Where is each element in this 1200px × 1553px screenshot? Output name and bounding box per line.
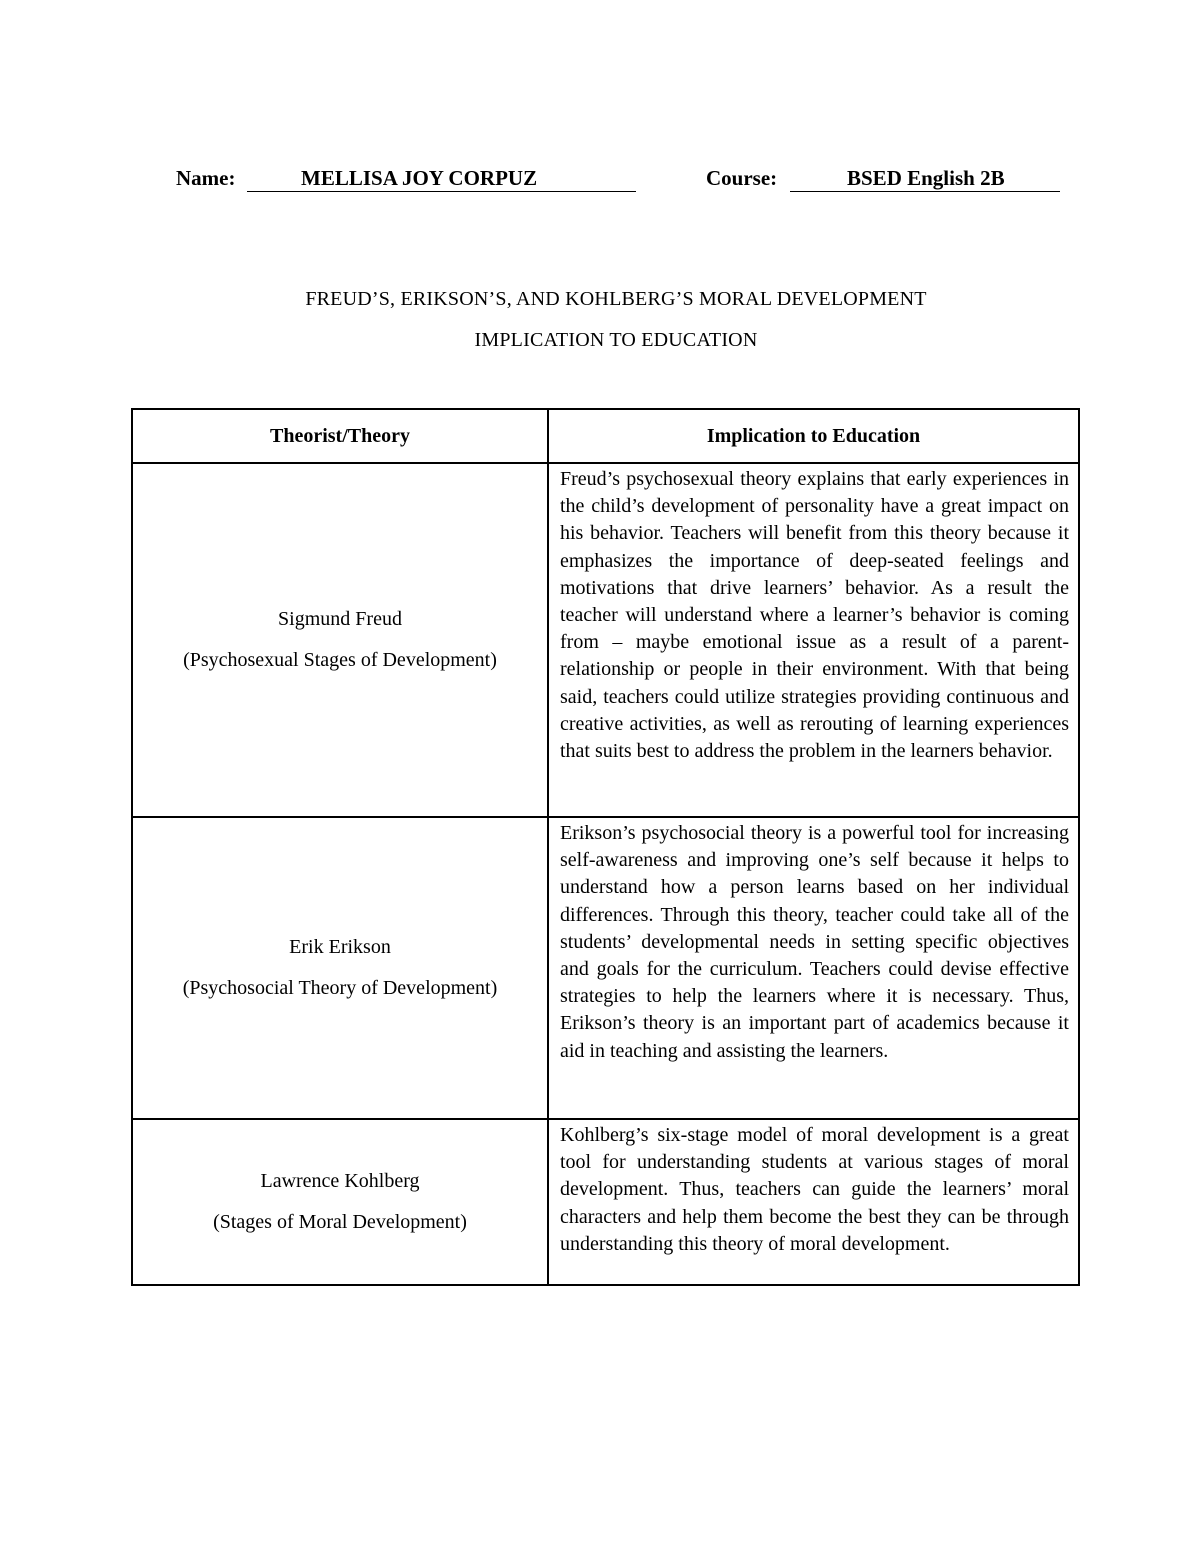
name-value: MELLISA JOY CORPUZ bbox=[301, 166, 538, 190]
theorist-cell bbox=[132, 817, 548, 1119]
table-header-row bbox=[132, 409, 1079, 463]
implication-cell: Freud’s psychosexual theory explains that early experiences in the child’s development of personality have a great impact on his behavior. Teachers will benefit from this theory because it emphasizes the importance of deep-seated feelings and motivations that drive learners’ behavior. As a result the teacher will understand where a learner’s behavior is coming from – maybe emotional issue as a result of a parent-relationship or people in their environment. With that being said, teachers could utilize strategies providing continuous and creative activities, as well as rerouting of learning experiences that suits best to address the problem in the learners behavior. bbox=[548, 463, 1079, 817]
theory-table bbox=[131, 408, 1080, 1286]
theorist-name: Lawrence Kohlberg bbox=[260, 1170, 420, 1192]
name-label: Name: bbox=[176, 166, 236, 190]
document-subtitle: IMPLICATION TO EDUCATION bbox=[474, 329, 758, 351]
column-header-implication: Implication to Education bbox=[548, 409, 1079, 463]
theorist-name: Erik Erikson bbox=[289, 936, 391, 958]
course-label: Course: bbox=[706, 166, 778, 190]
implication-cell: Erikson’s psychosocial theory is a powerful tool for increasing self-awareness and improving one’s self because it helps to understand how a person learns based on her individual differences. Through this theory, teacher could take all of the students’ developmental needs in setting specific objectives and goals for the curriculum. Teachers could devise effective strategies to help the learners where it is necessary. Thus, Erikson’s theory is an important part of academics because it aid in teaching and assisting the learners. bbox=[548, 817, 1079, 1119]
theory-name: (Psychosexual Stages of Development) bbox=[183, 649, 497, 671]
theory-name: (Stages of Moral Development) bbox=[213, 1211, 467, 1233]
theorist-cell bbox=[132, 1119, 548, 1285]
theorist-cell bbox=[132, 463, 548, 817]
column-header-theorist: Theorist/Theory bbox=[132, 409, 548, 463]
table-row bbox=[132, 817, 1079, 1119]
document-title: FREUD’S, ERIKSON’S, AND KOHLBERG’S MORAL DEVELOPMENT bbox=[305, 288, 927, 310]
table-row bbox=[132, 463, 1079, 817]
theory-name: (Psychosocial Theory of Development) bbox=[182, 977, 498, 999]
table-row bbox=[132, 1119, 1079, 1285]
theorist-name: Sigmund Freud bbox=[278, 608, 402, 630]
implication-cell: Kohlberg’s six-stage model of moral development is a great tool for understanding students at various stages of moral development. Thus, teachers can guide the learners’ moral characters and help them become the best they can be through understanding this theory of moral development. bbox=[548, 1119, 1079, 1285]
course-field bbox=[790, 166, 1060, 192]
course-value: BSED English 2B bbox=[847, 166, 1005, 190]
header-line bbox=[0, 166, 1200, 196]
name-field bbox=[247, 166, 636, 192]
